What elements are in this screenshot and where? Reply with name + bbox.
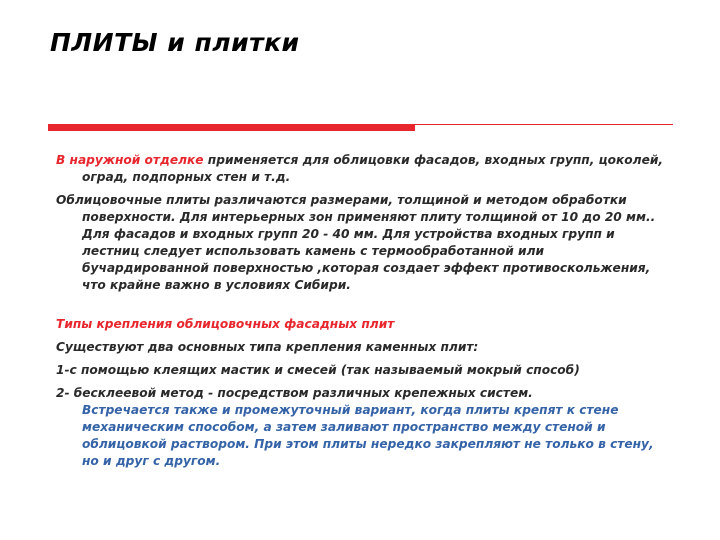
paragraph-cladding-plates: Облицовочные плиты различаются размерами, толщиной и методом обработки поверхности. Для интерьерных зон применяют плиту толщиной от 10 до 20 мм.. Для фасадов и входных групп 20 - 40 мм. Для устройства входных групп и лестниц следует использовать камень с термообработанной или бучардированной поверхностью ,которая создает эффект противоскольжения, что крайне важно в условиях Сибири. (56, 193, 656, 292)
paragraph-wet-method: 1-с помощью клеящих мастик и смесей (так называемый мокрый способ) (56, 363, 580, 377)
paragraph-dry-method (56, 385, 666, 470)
slide-title: ПЛИТЫ и плитки (50, 28, 300, 57)
slide-body (56, 152, 666, 476)
spacer (56, 300, 666, 316)
section-heading-fastening-types: Типы крепления облицовочных фасадных плит (56, 317, 395, 331)
paragraph-exterior-finishing (56, 152, 666, 186)
paragraph-intermediate-variant: Встречается также и промежуточный вариант, когда плиты крепят к стене механическим способом, а затем заливают пространство между стеной и облицовкой раствором. При этом плиты нередко закрепляют не только в стену, но и друг с другом. (82, 403, 654, 468)
paragraph-dry-method-text: 2- бесклеевой метод - посредством различных крепежных систем. (56, 386, 533, 400)
paragraph-two-types: Существуют два основных типа крепления каменных плит: (56, 340, 479, 354)
paragraph-exterior-finishing-text: применяется для облицовки фасадов, входных групп, цоколей, оград, подпорных стен и т.д. (82, 153, 664, 184)
title-underline-thick (48, 124, 415, 131)
title-underline-thin (415, 124, 673, 125)
highlight-exterior-finishing: В наружной отделке (56, 153, 204, 167)
